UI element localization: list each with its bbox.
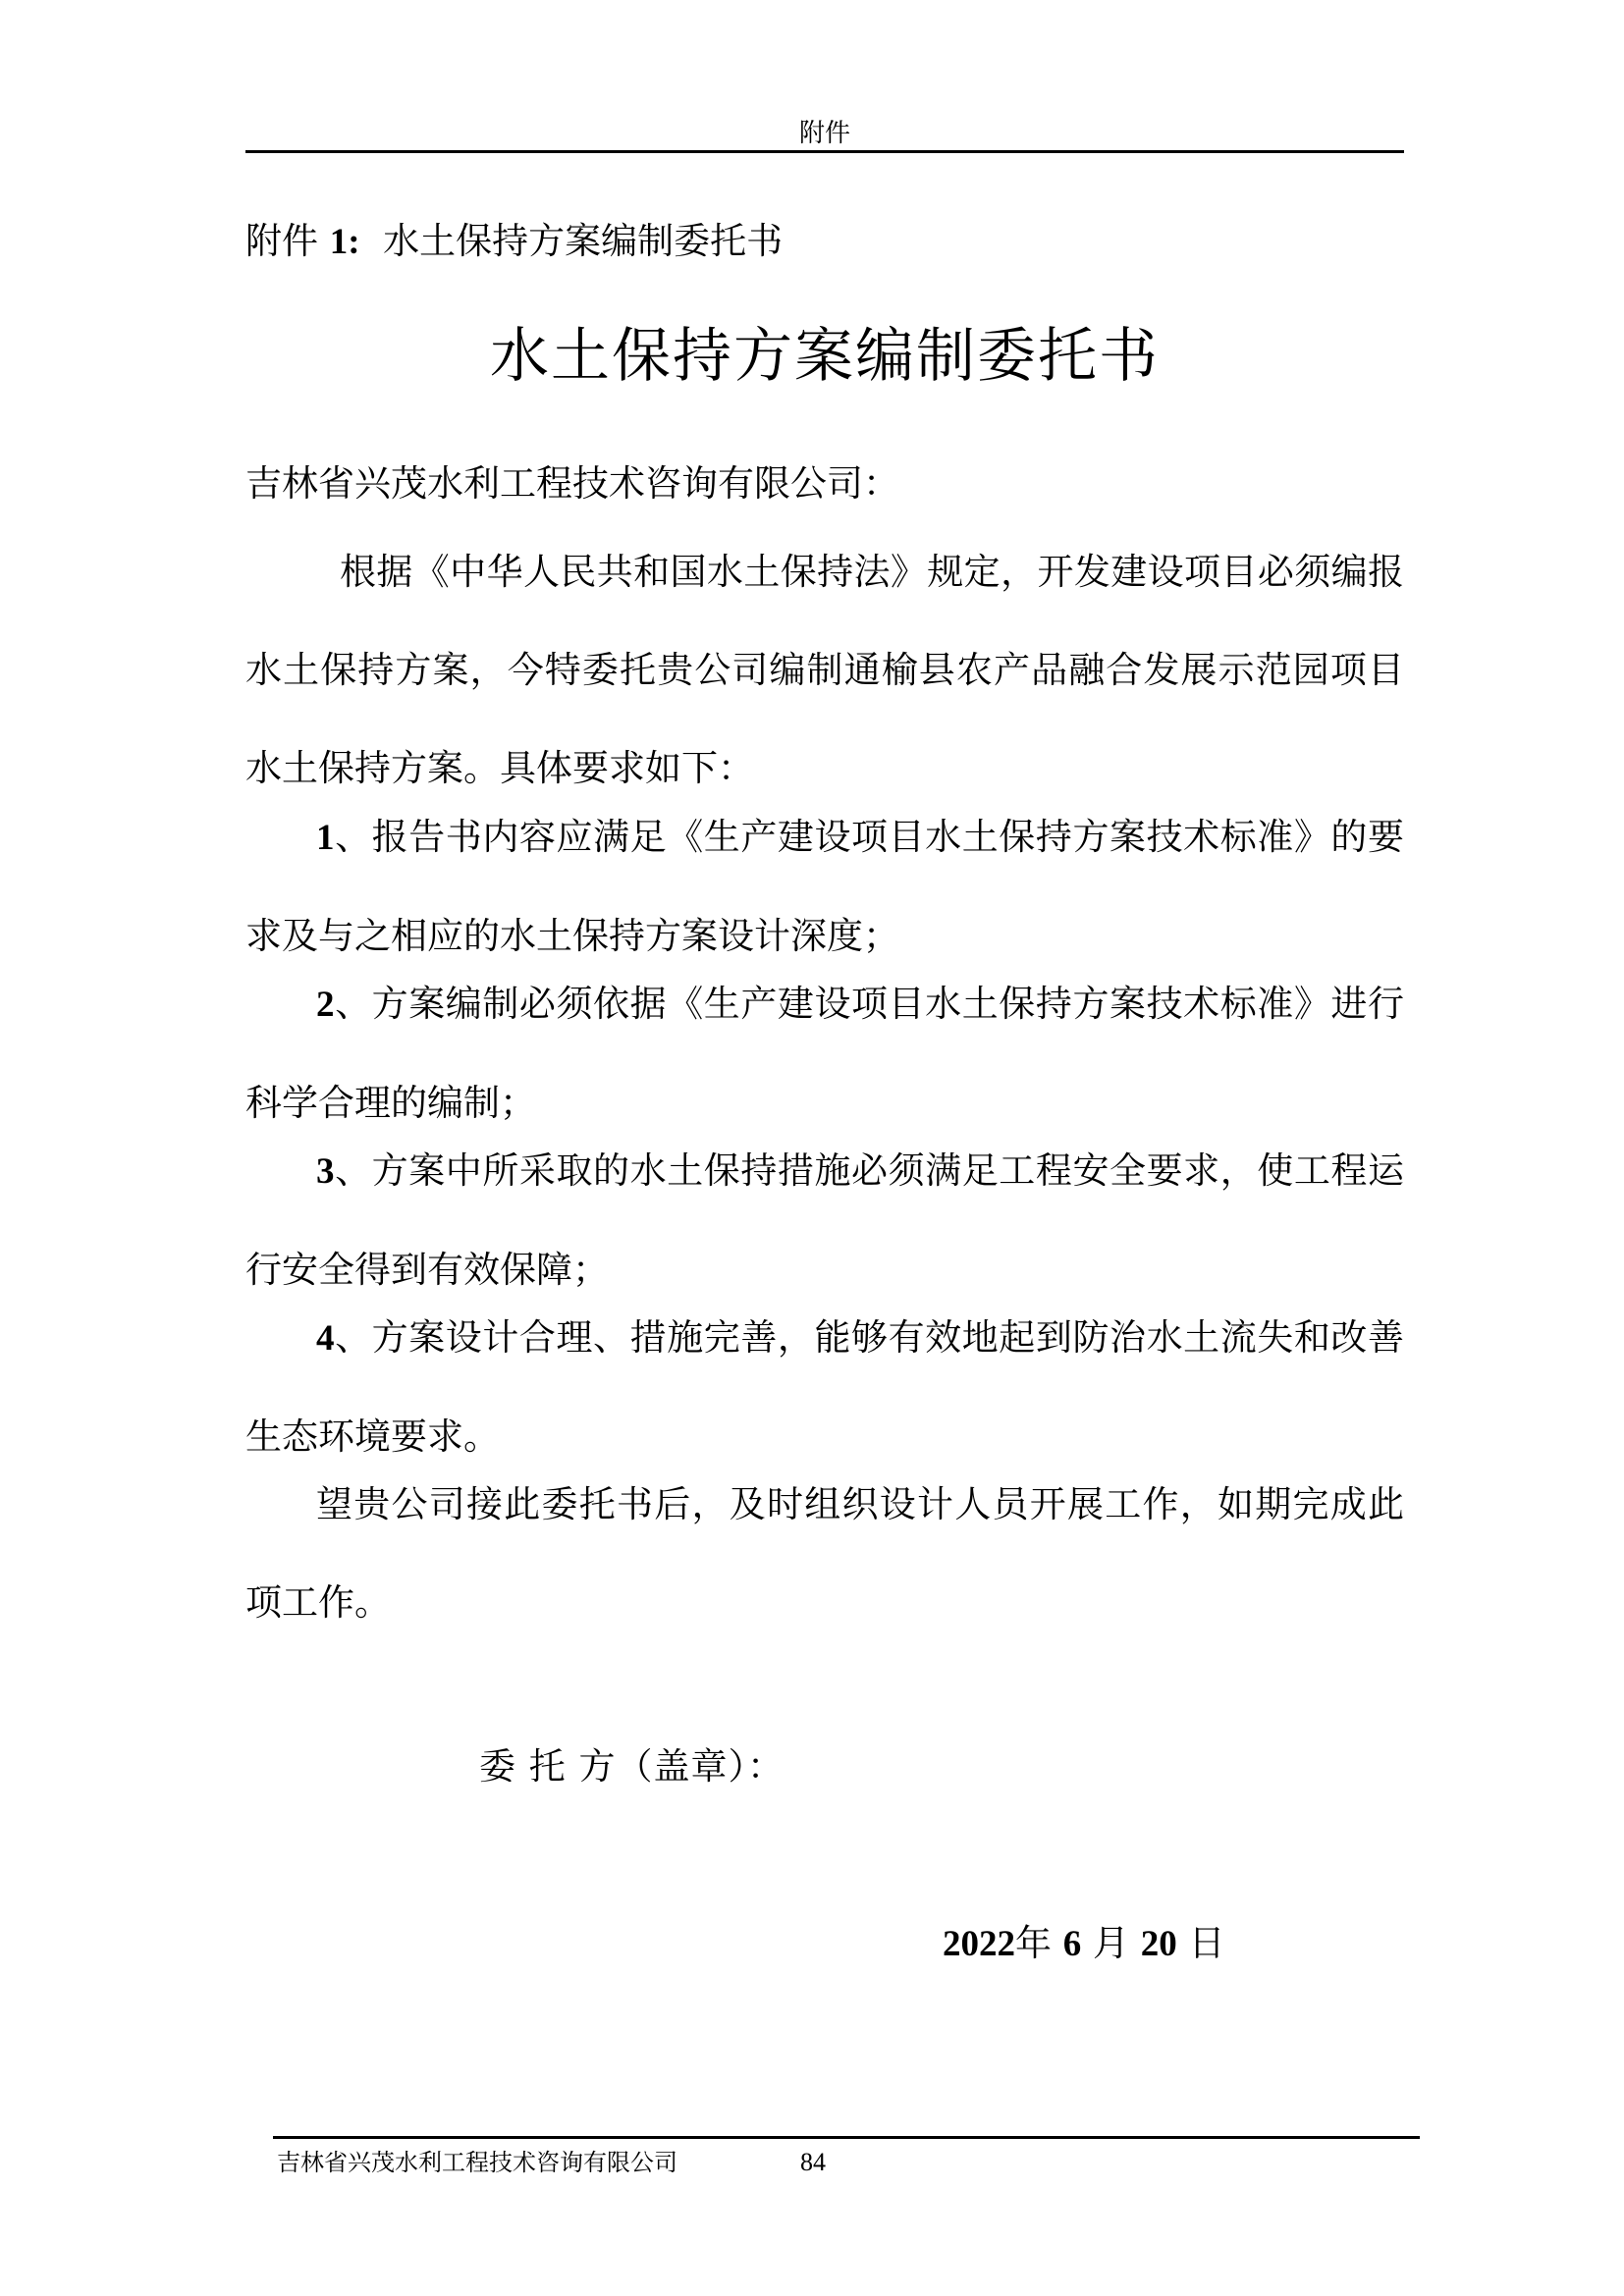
requirement-number: 4 [316, 1318, 335, 1359]
requirement-number: 3 [316, 1151, 335, 1192]
attachment-number: 1: [329, 222, 360, 262]
running-header: 附件 [798, 119, 850, 148]
page-number: 84 [800, 2148, 826, 2176]
requirement-number: 2 [316, 985, 335, 1025]
attachment-prefix: 附件 [245, 220, 318, 262]
date-year: 2022 [943, 1924, 1015, 1964]
date-day-unit: 日 [1188, 1922, 1225, 1964]
attachment-label [245, 214, 783, 270]
requirement-number: 1 [316, 818, 335, 858]
requirement-text: 、方案中所采取的水土保持措施必须满足工程安全要求，使工程运行安全得到有效保障； [245, 1149, 1404, 1291]
requirement-text: 、方案编制必须依据《生产建设项目水土保持方案技术标准》进行科学合理的编制； [245, 983, 1404, 1124]
attachment-title: 水土保持方案编制委托书 [383, 220, 784, 262]
header-rule [245, 150, 1404, 153]
salutation: 吉林省兴茂水利工程技术咨询有限公司： [245, 462, 899, 505]
date-month-unit: 月 [1093, 1922, 1130, 1964]
footer-rule [273, 2136, 1420, 2139]
document-date [943, 1914, 1225, 1974]
requirement-text: 、报告书内容应满足《生产建设项目水土保持方案技术标准》的要求及与之相应的水土保持方案设计深度； [245, 816, 1404, 957]
requirement-text: 、方案设计合理、措施完善，能够有效地起到防治水土流失和改善生态环境要求。 [245, 1316, 1404, 1458]
intro-paragraph: 根据《中华人民共和国水土保持法》规定，开发建设项目必须编报水土保持方案，今特委托贵公司编制通榆县农产品融合发展示范园项目水土保持方案。具体要求如下： [245, 551, 1404, 789]
date-day: 20 [1140, 1924, 1177, 1964]
signature-label: 委 托 方（盖章）： [479, 1745, 785, 1788]
document-title: 水土保持方案编制委托书 [490, 322, 1160, 391]
closing-paragraph: 望贵公司接此委托书后，及时组织设计人员开展工作，如期完成此项工作。 [245, 1483, 1404, 1624]
footer-company: 吉林省兴茂水利工程技术咨询有限公司 [277, 2149, 677, 2176]
date-year-unit: 年 [1015, 1922, 1052, 1964]
date-month: 6 [1062, 1924, 1082, 1964]
